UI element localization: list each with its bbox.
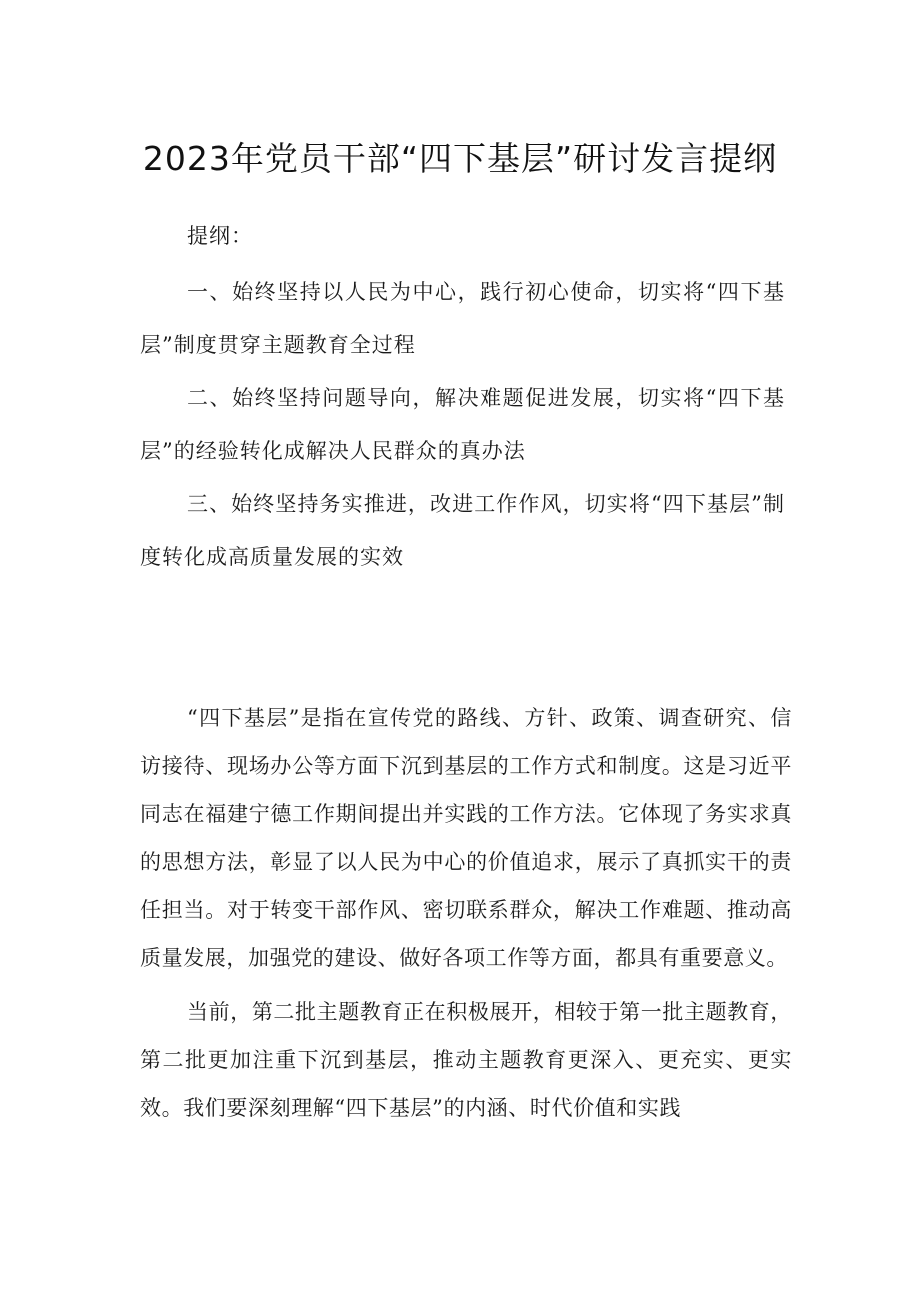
outline-item-2: 二、始终坚持问题导向，解决难题促进发展，切实将“四下基层”的经验转化成解决人民群众的真办法	[140, 386, 785, 463]
body-paragraph-2: 当前，第二批主题教育正在积极展开，相较于第一批主题教育，第二批更加注重下沉到基层，推动主题教育更深入、更充实、更实效。我们要深刻理解“四下基层”的内涵、时代价值和实践	[140, 1000, 792, 1120]
outline-item-1: 一、始终坚持以人民为中心，践行初心使命，切实将“四下基层”制度贯穿主题教育全过程	[140, 280, 785, 357]
outline-item-3: 三、始终坚持务实推进，改进工作作风，切实将“四下基层”制度转化成高质量发展的实效	[140, 492, 785, 569]
body-paragraph-1: “四下基层”是指在宣传党的路线、方针、政策、调查研究、信访接待、现场办公等方面下沉到基层的工作方式和制度。这是习近平同志在福建宁德工作期间提出并实践的工作方法。它体现了务实求真的思想方法，彰显了以人民为中心的价值追求，展示了真抓实干的责任担当。对于转变干部作风、密切联系群众，解决工作难题、推动高质量发展，加强党的建设、做好各项工作等方面，都具有重要意义。	[140, 706, 792, 970]
outline-label: 提纲：	[187, 224, 253, 248]
document-title: 2023年党员干部“四下基层”研讨发言提纲	[142, 139, 778, 178]
body-section	[140, 694, 792, 1138]
outline-section	[140, 212, 785, 584]
